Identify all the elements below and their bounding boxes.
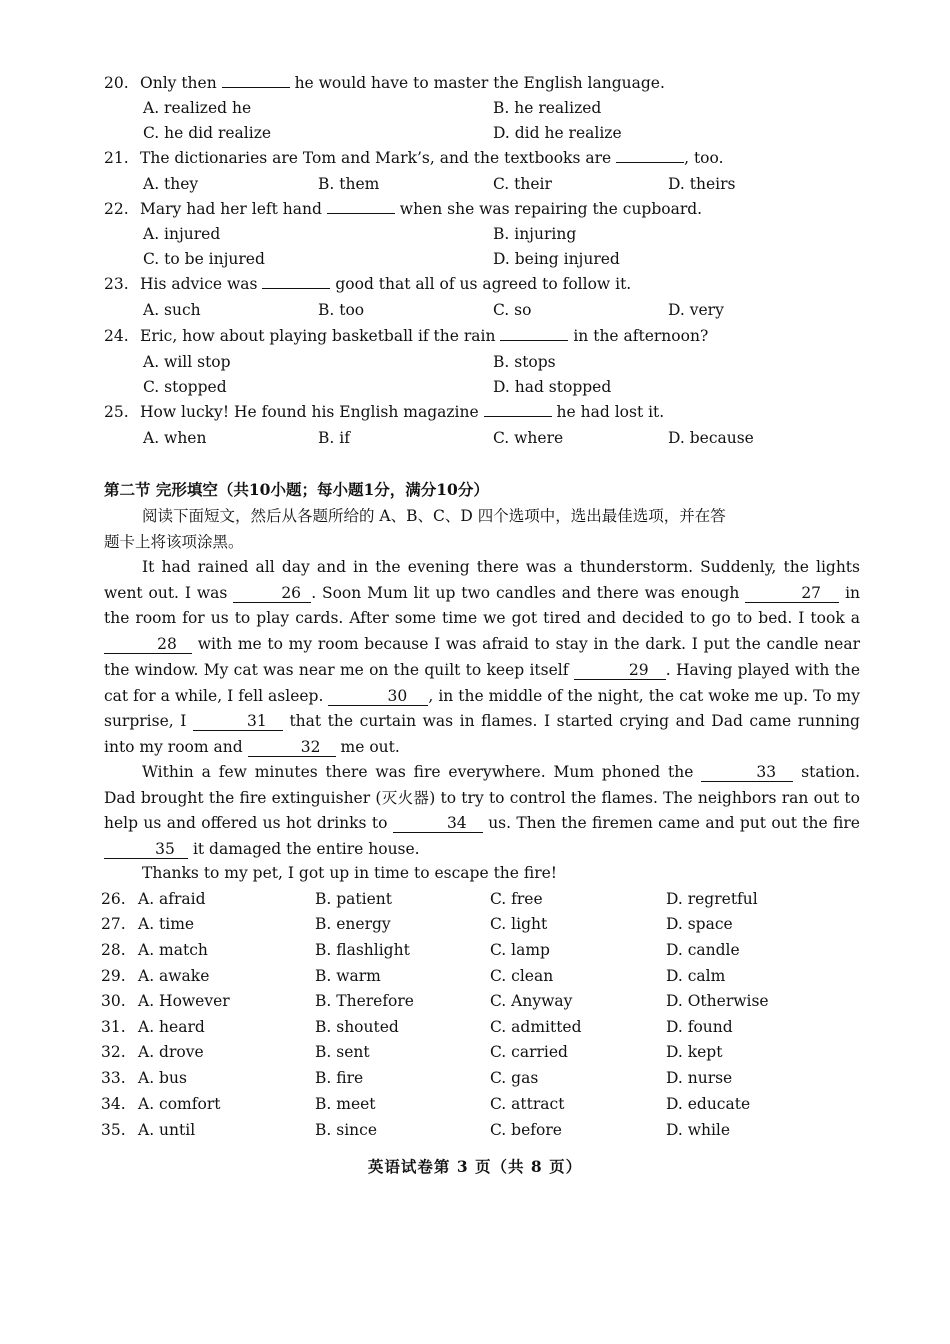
option-b: B. patient: [315, 890, 392, 908]
cloze-blank-33: 33: [701, 763, 793, 782]
option-a: A. until: [138, 1121, 196, 1139]
option-b: B. shouted: [315, 1018, 399, 1036]
option-a: A. realized he: [143, 99, 252, 117]
cloze-question-number: 30.: [101, 992, 126, 1010]
option-d: D. did he realize: [493, 124, 622, 142]
option-b: B. meet: [315, 1095, 376, 1113]
option-d: D. educate: [666, 1095, 751, 1113]
option-c: C. before: [490, 1121, 562, 1139]
option-a: A. comfort: [138, 1095, 221, 1113]
option-b: B. if: [318, 429, 350, 447]
option-a: A. time: [138, 915, 195, 933]
cloze-blank-31: 31: [193, 712, 283, 731]
cloze-blank-32: 32: [248, 738, 336, 757]
section-instruction-line1: 阅读下面短文，然后从各题所给的 A、B、C、D 四个选项中，选出最佳选项，并在答: [142, 507, 726, 525]
option-a: A. will stop: [143, 353, 231, 371]
option-a: A. drove: [138, 1043, 204, 1061]
question-number: 21.: [104, 149, 129, 167]
cloze-blank-26: 26: [233, 584, 311, 603]
option-b: B. warm: [315, 967, 381, 985]
option-a: A. they: [143, 175, 199, 193]
passage-paragraph-2: Within a few minutes there was fire everywhere. Mum phoned the 33 station. Dad brought the fire extinguisher (灭火器) to try to control the flames. The neighbors ran out to help us and offered us hot drinks to 34 us. Then the firemen came and put out the fire 35 it damaged the entire house.: [104, 763, 861, 859]
option-b: B. them: [318, 175, 380, 193]
option-c: C. light: [490, 915, 548, 933]
option-a: A. afraid: [138, 890, 206, 908]
cloze-question-number: 31.: [101, 1018, 126, 1036]
option-c: C. so: [493, 301, 532, 319]
question-number: 23.: [104, 275, 129, 293]
option-c: C. gas: [490, 1069, 539, 1087]
option-a: A. bus: [138, 1069, 187, 1087]
cloze-blank-29: 29: [574, 661, 666, 680]
option-c: C. attract: [490, 1095, 565, 1113]
cloze-question-number: 29.: [101, 967, 126, 985]
option-d: D. Otherwise: [666, 992, 769, 1010]
option-c: C. Anyway: [490, 992, 573, 1010]
question-stem: Eric, how about playing basketball if the rain in the afternoon?: [140, 327, 709, 345]
cloze-question-number: 35.: [101, 1121, 126, 1139]
question-22: [104, 198, 864, 220]
option-c: C. lamp: [490, 941, 550, 959]
option-d: D. candle: [666, 941, 740, 959]
question-number: 22.: [104, 200, 129, 218]
cloze-question-number: 34.: [101, 1095, 126, 1113]
answer-blank: [484, 402, 552, 417]
question-stem: His advice was good that all of us agreed to follow it.: [140, 275, 632, 293]
question-stem: Only then he would have to master the English language.: [140, 74, 665, 92]
option-d: D. while: [666, 1121, 731, 1139]
option-b: B. flashlight: [315, 941, 410, 959]
option-c: C. to be injured: [143, 250, 265, 268]
option-b: B. since: [315, 1121, 377, 1139]
cloze-question-number: 26.: [101, 890, 126, 908]
answer-blank: [262, 274, 330, 289]
option-d: D. being injured: [493, 250, 620, 268]
question-24: [104, 325, 864, 347]
option-d: D. very: [668, 301, 724, 319]
option-c: C. free: [490, 890, 543, 908]
option-b: B. energy: [315, 915, 391, 933]
option-c: C. their: [493, 175, 552, 193]
answer-blank: [500, 326, 568, 341]
option-c: C. he did realize: [143, 124, 272, 142]
cloze-blank-28: 28: [104, 635, 192, 654]
option-d: D. found: [666, 1018, 733, 1036]
page-footer: 英语试卷第 3 页（共 8 页）: [367, 1157, 583, 1176]
cloze-blank-35: 35: [104, 840, 188, 859]
option-d: D. nurse: [666, 1069, 733, 1087]
cloze-blank-30: 30: [328, 687, 428, 706]
option-b: B. he realized: [493, 99, 602, 117]
question-20: [104, 72, 864, 94]
section-instruction-line2: 题卡上将该项涂黑。: [104, 533, 244, 551]
section-heading: 第二节 完形填空（共10小题；每小题1分，满分10分）: [104, 480, 489, 499]
answer-blank: [616, 148, 684, 163]
option-a: A. match: [138, 941, 208, 959]
option-c: C. clean: [490, 967, 554, 985]
option-c: C. admitted: [490, 1018, 582, 1036]
question-stem: How lucky! He found his English magazine he had lost it.: [140, 403, 665, 421]
option-b: B. Therefore: [315, 992, 414, 1010]
cloze-blank-27: 27: [745, 584, 839, 603]
question-number: 25.: [104, 403, 129, 421]
option-d: D. regretful: [666, 890, 758, 908]
option-c: C. stopped: [143, 378, 227, 396]
answer-blank: [327, 199, 395, 214]
option-c: C. where: [493, 429, 564, 447]
cloze-question-number: 28.: [101, 941, 126, 959]
option-a: A. awake: [138, 967, 210, 985]
option-d: D. because: [668, 429, 754, 447]
passage-paragraph-1: It had rained all day and in the evening there was a thunderstorm. Suddenly, the lights went out. I was 26 . Soon Mum lit up two candles and there was enough 27 in the room for us to play cards. After some time we got tired and decided to go to bed. I took a 28 with me to my room because I was afraid to stay in the dark. I put the candle near the window. My cat was near me on the quilt to keep itself 29 . Having played with the cat for a while, I fell asleep. 30 , in the middle of the night, the cat woke me up. To my surprise, I 31 that the curtain was in flames. I started crying and Dad came running into my room and 32 me out.: [104, 558, 861, 756]
passage-paragraph-3: Thanks to my pet, I got up in time to escape the fire!: [142, 864, 558, 882]
question-number: 20.: [104, 74, 129, 92]
option-d: D. calm: [666, 967, 726, 985]
option-b: B. stops: [493, 353, 556, 371]
option-b: B. fire: [315, 1069, 364, 1087]
answer-blank: [222, 73, 290, 88]
option-b: B. sent: [315, 1043, 370, 1061]
question-25: [104, 401, 864, 423]
question-number: 24.: [104, 327, 129, 345]
option-b: B. too: [318, 301, 365, 319]
cloze-question-number: 33.: [101, 1069, 126, 1087]
option-a: A. when: [143, 429, 207, 447]
cloze-question-number: 27.: [101, 915, 126, 933]
option-b: B. injuring: [493, 225, 577, 243]
option-d: D. had stopped: [493, 378, 612, 396]
option-a: A. injured: [143, 225, 221, 243]
question-stem: The dictionaries are Tom and Mark’s, and the textbooks are , too.: [140, 149, 724, 167]
option-a: A. However: [138, 992, 230, 1010]
option-a: A. heard: [138, 1018, 205, 1036]
question-23: [104, 273, 864, 295]
question-21: [104, 147, 864, 169]
option-d: D. space: [666, 915, 733, 933]
cloze-blank-34: 34: [393, 814, 483, 833]
option-d: D. theirs: [668, 175, 736, 193]
option-a: A. such: [143, 301, 201, 319]
option-d: D. kept: [666, 1043, 723, 1061]
cloze-question-number: 32.: [101, 1043, 126, 1061]
question-stem: Mary had her left hand when she was repairing the cupboard.: [140, 200, 703, 218]
option-c: C. carried: [490, 1043, 568, 1061]
